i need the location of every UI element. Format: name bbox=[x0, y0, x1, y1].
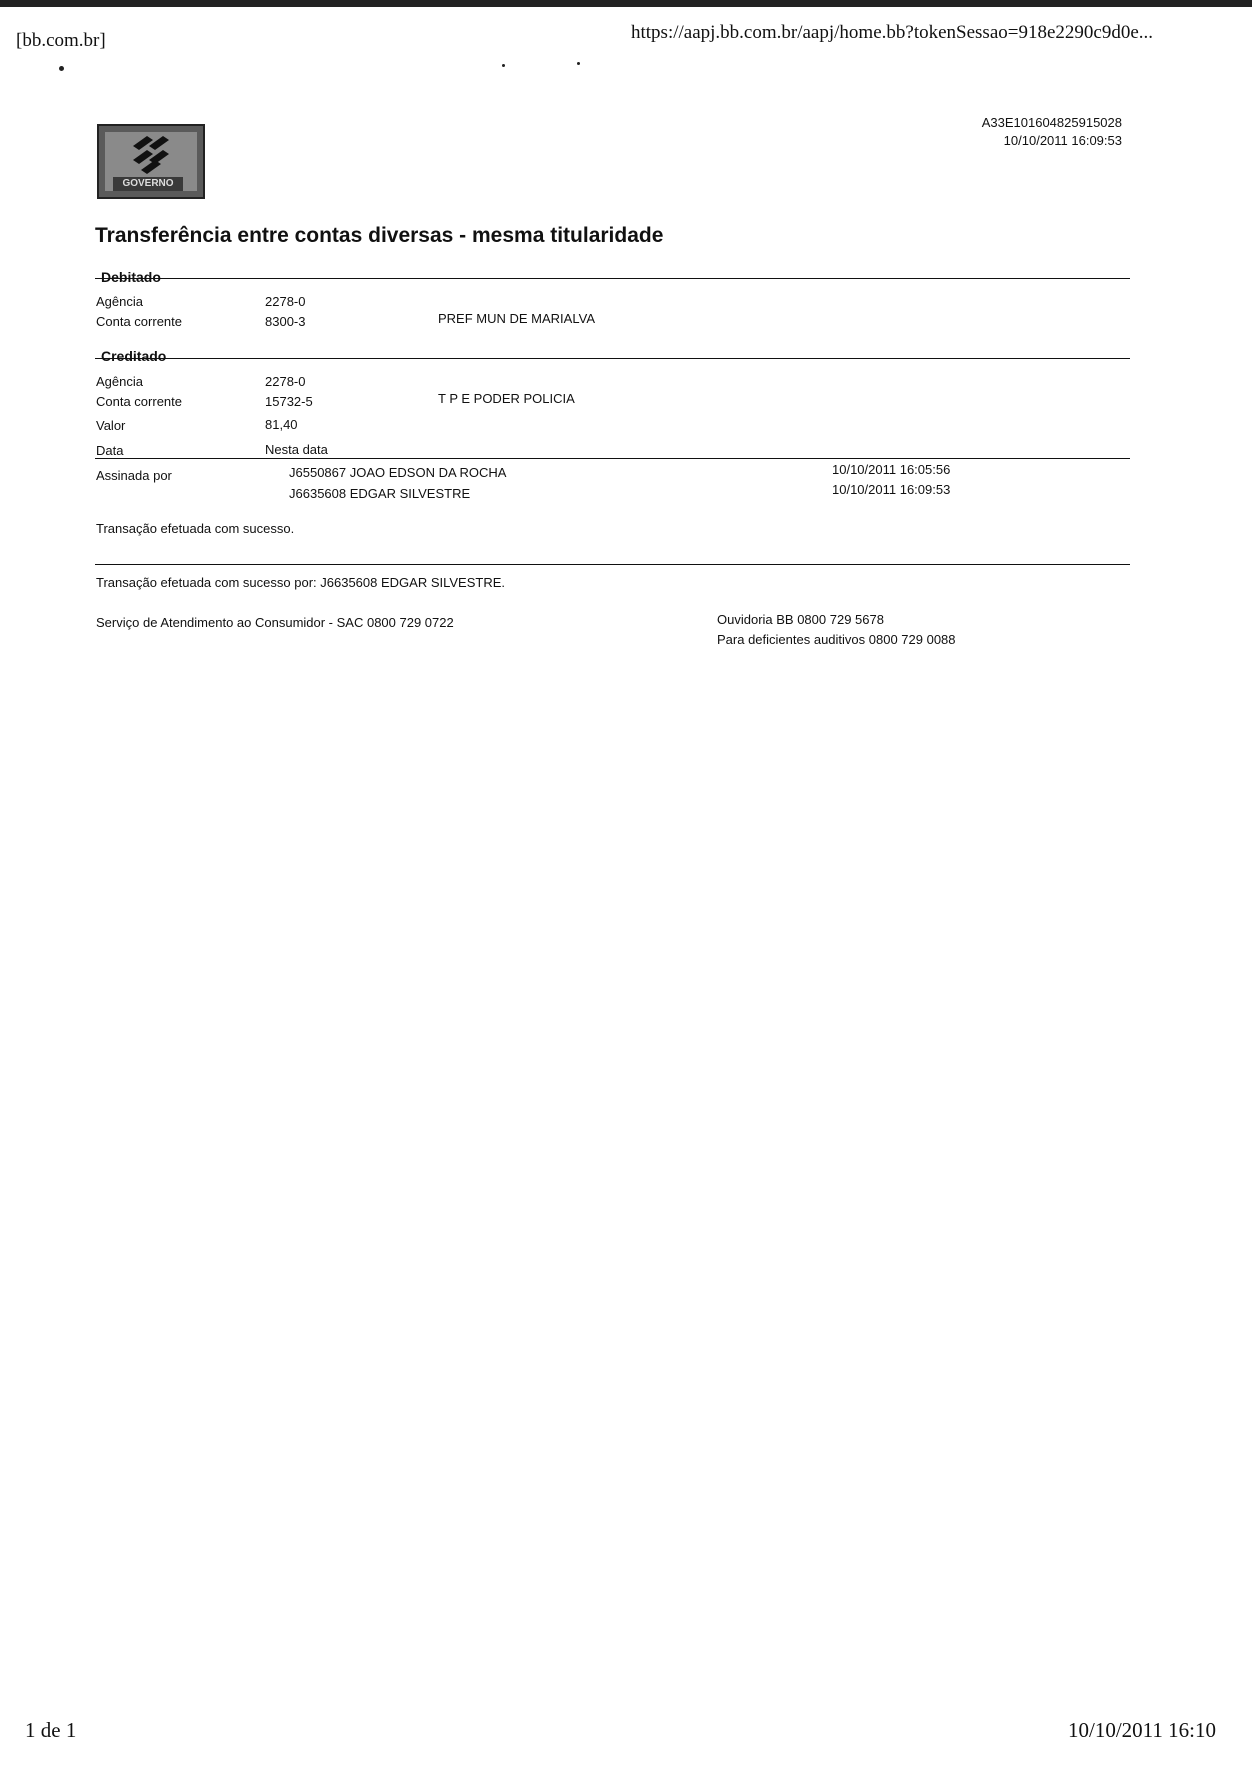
date-label: Data bbox=[96, 443, 124, 458]
section-creditado: Creditado bbox=[101, 348, 167, 364]
reference-code: A33E101604825915028 bbox=[981, 115, 1122, 130]
scan-speck bbox=[59, 66, 64, 71]
divider bbox=[95, 564, 1130, 565]
debit-agency-label: Agência bbox=[96, 294, 143, 309]
amount-value: 81,40 bbox=[265, 417, 298, 432]
scan-speck bbox=[502, 64, 505, 67]
debit-account-value: 8300-3 bbox=[265, 314, 306, 329]
signature-datetime: 10/10/2011 16:05:56 bbox=[832, 462, 951, 477]
divider bbox=[95, 278, 1130, 279]
reference-timestamp: 10/10/2011 16:09:53 bbox=[1003, 133, 1122, 148]
signer-name: J6635608 EDGAR SILVESTRE bbox=[289, 486, 471, 501]
credit-agency-value: 2278-0 bbox=[265, 374, 306, 389]
bb-logo-icon bbox=[127, 132, 175, 174]
print-datetime: 10/10/2011 16:10 bbox=[1068, 1718, 1216, 1742]
section-debitado: Debitado bbox=[101, 269, 161, 285]
bank-logo bbox=[97, 124, 205, 199]
scan-speck bbox=[577, 62, 580, 65]
divider bbox=[95, 358, 1130, 359]
credit-agency-label: Agência bbox=[96, 374, 143, 389]
debit-holder-name: PREF MUN DE MARIALVA bbox=[438, 311, 595, 326]
header-url: https://aapj.bb.com.br/aapj/home.bb?tokenSessao=918e2290c9d0e... bbox=[631, 22, 1154, 43]
header-site: [bb.com.br] bbox=[16, 30, 106, 51]
ouvidoria-contact: Ouvidoria BB 0800 729 5678 bbox=[717, 612, 884, 627]
signature-datetime: 10/10/2011 16:09:53 bbox=[832, 482, 951, 497]
page-title: Transferência entre contas diversas - mesma titularidade bbox=[95, 224, 664, 247]
amount-label: Valor bbox=[96, 418, 126, 433]
divider bbox=[95, 458, 1130, 459]
scan-top-border bbox=[0, 0, 1252, 7]
credit-account-label: Conta corrente bbox=[96, 394, 182, 409]
debit-agency-value: 2278-0 bbox=[265, 294, 306, 309]
signed-by-label: Assinada por bbox=[96, 468, 172, 483]
date-value: Nesta data bbox=[265, 442, 328, 457]
signer-name: J6550867 JOAO EDSON DA ROCHA bbox=[289, 465, 507, 480]
transaction-status: Transação efetuada com sucesso. bbox=[96, 521, 295, 536]
credit-holder-name: T P E PODER POLICIA bbox=[438, 391, 575, 406]
hearing-impaired-contact: Para deficientes auditivos 0800 729 0088 bbox=[717, 632, 956, 647]
transaction-confirmed-by: Transação efetuada com sucesso por: J6635608 EDGAR SILVESTRE. bbox=[96, 575, 505, 590]
credit-account-value: 15732-5 bbox=[265, 394, 313, 409]
sac-contact: Serviço de Atendimento ao Consumidor - SAC 0800 729 0722 bbox=[96, 615, 454, 630]
debit-account-label: Conta corrente bbox=[96, 314, 182, 329]
logo-label: GOVERNO bbox=[113, 177, 183, 191]
page-count: 1 de 1 bbox=[25, 1718, 77, 1742]
